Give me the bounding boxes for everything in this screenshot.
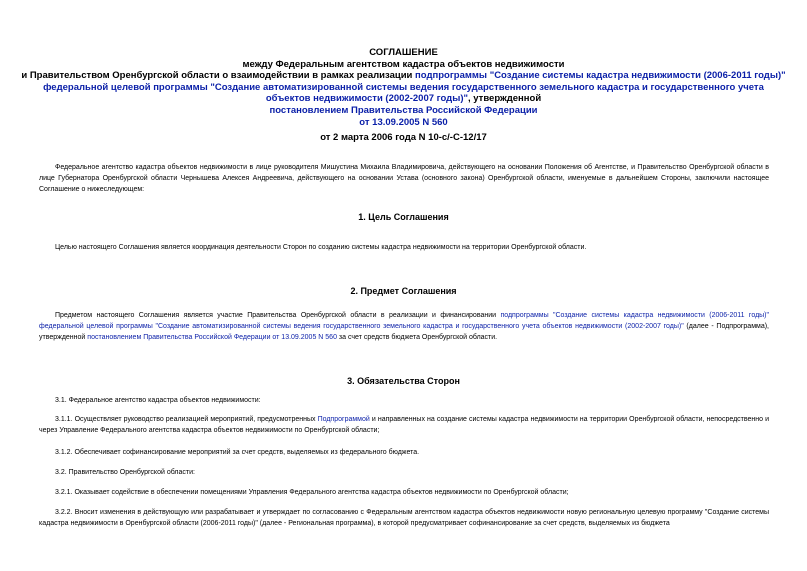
title-line-3 xyxy=(0,70,807,82)
clause-3-1-1-pre: 3.1.1. Осуществляет руководство реализацией мероприятий, предусмотренных xyxy=(55,416,318,423)
title-line-1: СОГЛАШЕНИЕ xyxy=(369,47,438,58)
title-line-2: между Федеральным агентством кадастра объектов недвижимости xyxy=(242,58,565,70)
section-2-subprogram-link[interactable]: подпрограммы "Создание системы кадастра недвижимости (2006-2011 годы)" федеральной целевой программы "Создание автоматизированной системы ведения государственного земельного кадастра и государственного учета объектов недвижимости (2002-2007 годы)" xyxy=(39,312,769,330)
document-title xyxy=(0,47,807,128)
section-1-heading: 1. Цель Соглашения xyxy=(358,212,449,222)
federal-program-link[interactable]: федеральной целевой программы "Создание автоматизированной системы ведения государственного земельного кадастра и государственного учета xyxy=(43,81,764,93)
section-1-paragraph: Целью настоящего Соглашения является координация деятельности Сторон по созданию системы кадастра недвижимости на территории Оренбургской области. xyxy=(55,244,587,251)
agreement-date: от 2 марта 2006 года N 10-с/-С-12/17 xyxy=(320,132,487,143)
clause-3-1: 3.1. Федеральное агентство кадастра объектов недвижимости: xyxy=(55,397,261,404)
section-2-text-post: за счет средств бюджета Оренбургской области. xyxy=(336,334,498,341)
title-line-3-text: и Правительством Оренбургской области о взаимодействии в рамках реализации xyxy=(21,70,416,82)
section-2-heading: 2. Предмет Соглашения xyxy=(350,286,457,296)
federal-program-link-cont[interactable]: объектов недвижимости (2002-2007 годы)" xyxy=(265,93,468,105)
clause-3-2: 3.2. Правительство Оренбургской области: xyxy=(55,469,195,476)
clause-3-2-2: 3.2.2. Вносит изменения в действующую или разрабатывает и утверждает по согласованию с Федеральным агентством кадастра объектов недвижимости новую региональную целевую программу "Создание системы кадастра недвижимости в Оренбургской области (2006-2011 годы)" (далее - Региональная программа), в которой предусматривает софинансирование за счет средств, выделяемых из бюджета xyxy=(39,509,769,527)
title-line-5-text: , утвержденной xyxy=(468,93,542,105)
section-2-resolution-link[interactable]: постановлением Правительства Российской Федерации от 13.09.2005 N 560 xyxy=(87,334,337,341)
clause-3-2-1: 3.2.1. Оказывает содействие в обеспечении помещениями Управления Федерального агентства кадастра объектов недвижимости по Оренбургской области; xyxy=(55,489,569,496)
clause-3-1-2: 3.1.2. Обеспечивает софинансирование мероприятий за счет средств, выделяемых из федерального бюджета. xyxy=(55,449,420,456)
resolution-date-link[interactable]: от 13.09.2005 N 560 xyxy=(359,116,448,128)
clause-3-1-1 xyxy=(39,414,769,436)
clause-3-1-1-post: и направленных на создание системы кадастра недвижимости на территории Оренбургской области, непосредственно и через Управление Федерального агентства кадастра объектов недвижимости по Оренбургской области; xyxy=(39,416,769,434)
subprogram-clause-link[interactable]: Подпрограммой xyxy=(317,416,370,423)
subprogram-link[interactable]: подпрограммы "Создание системы кадастра недвижимости (2006-2011 годы)" xyxy=(415,70,786,82)
section-2-paragraph xyxy=(39,310,769,343)
section-3-heading: 3. Обязательства Сторон xyxy=(347,376,460,386)
section-2-text-mid: (далее - Подпрограмма), утвержденной xyxy=(39,323,769,341)
title-line-5 xyxy=(0,93,807,105)
resolution-link[interactable]: постановлением Правительства Российской Федерации xyxy=(269,104,538,116)
section-2-text-pre: Предметом настоящего Соглашения является участие Правительства Оренбургской области в реализации и финансировании xyxy=(55,312,501,319)
preamble-paragraph: Федеральное агентство кадастра объектов недвижимости в лице руководителя Мишустина Михаила Владимировича, действующего на основании Положения об Агентстве, и Правительство Оренбургской области в лице Губернатора Оренбургской области Чернышева Алексея Андреевича, действующего на основании Устава (основного закона) Оренбургской области, именуемые в дальнейшем Стороны, заключили настоящее Соглашение о нижеследующем: xyxy=(39,164,769,193)
